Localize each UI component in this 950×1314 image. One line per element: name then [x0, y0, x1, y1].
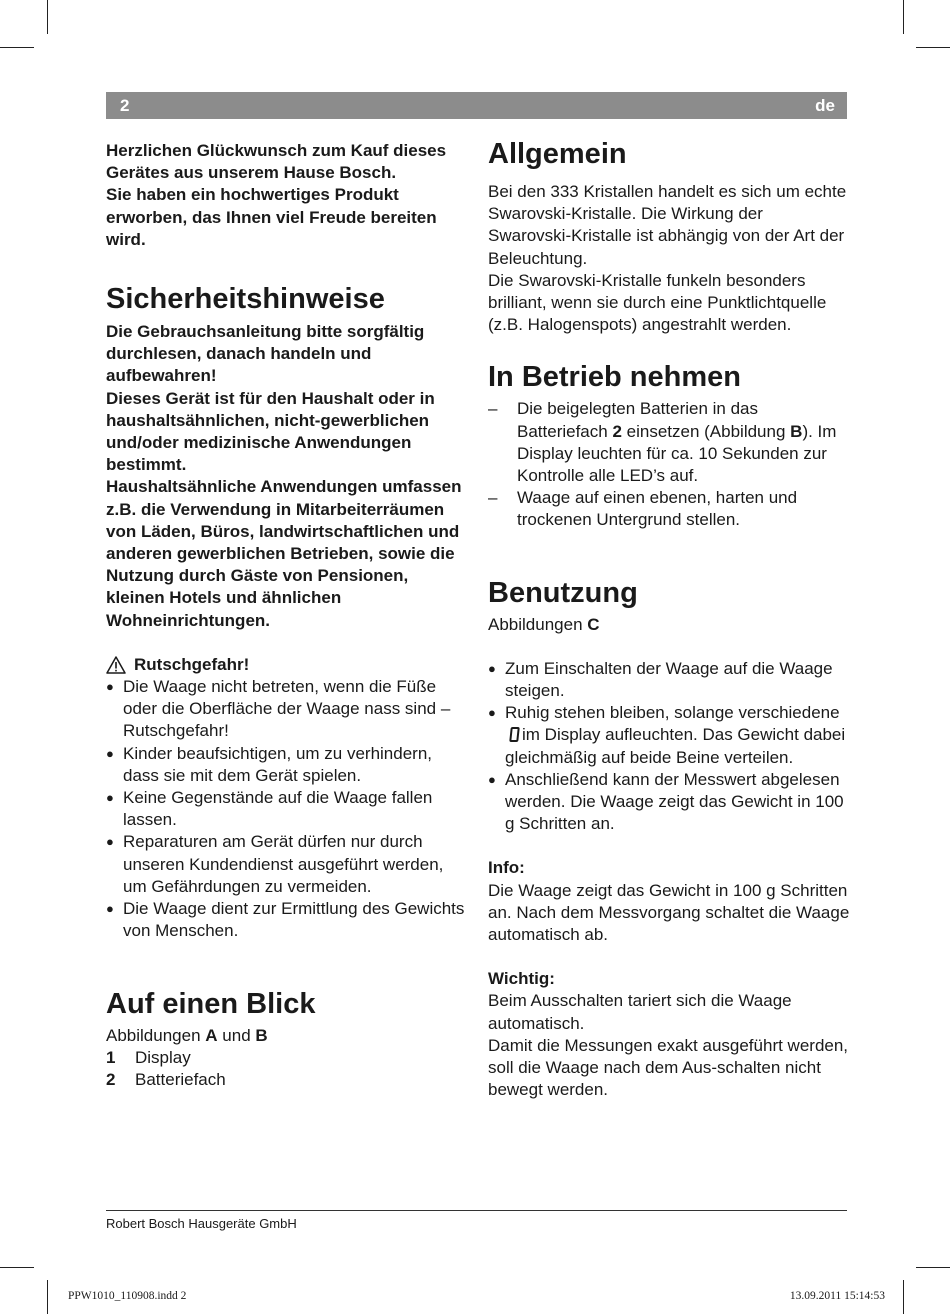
item-number: 2 [106, 1069, 116, 1089]
figure-ref: B [255, 1025, 268, 1045]
page-header-bar [106, 92, 847, 119]
text-span: im Display aufleuchten. Das Gewicht dabei gleichmäßig auf beide Beine verteilen. [505, 725, 846, 767]
part-ref: 2 [612, 421, 622, 441]
safety-paragraph: Haushaltsähnliche Anwendungen umfassen z.B. die Verwendung in Mitarbeiterräumen von Läden, Büros, landwirtschaftlichen und anderen gewerblichen Betrieben, sowie die Nutzung durch Gäste von Pensionen, kleinen Hotels und ähnlichen Wohneinrichtungen. [106, 477, 462, 630]
usage-figures [488, 614, 850, 636]
crop-mark [47, 0, 48, 34]
intro-paragraph: Sie haben ein hochwertiges Produkt erworben, das Ihnen viel Freude bereiten wird. [106, 185, 437, 249]
text-span: einsetzen (Abbildung [621, 421, 791, 441]
general-heading: Allgemein [488, 138, 627, 170]
warning-triangle-icon [106, 656, 126, 674]
display-segment-icon [509, 727, 520, 742]
usage-bullet-list [488, 658, 850, 836]
right-column [488, 140, 850, 1102]
footer-divider [106, 1210, 847, 1211]
crop-mark [903, 1280, 904, 1314]
crop-mark [903, 0, 904, 34]
figure-ref: A [205, 1025, 218, 1045]
item-number: 1 [106, 1047, 116, 1067]
safety-bullet-list [106, 676, 471, 942]
text-span: Die beigelegten Batterien in das Batteriefach [517, 399, 758, 441]
important-paragraph: Beim Ausschalten tariert sich die Waage automatisch. [488, 991, 792, 1033]
list-item: ● Zum Einschalten der Waage auf die Waage steigen. [488, 658, 850, 702]
overview-heading: Auf einen Blick [106, 987, 316, 1020]
item-label: Display [135, 1047, 191, 1067]
overview-item [106, 1069, 471, 1091]
startup-heading: In Betrieb nehmen [488, 361, 741, 394]
page-number: 2 [120, 95, 130, 115]
info-text: Die Waage zeigt das Gewicht in 100 g Schritten an. Nach dem Messvorgang schaltet die Waage automatisch ab. [488, 880, 850, 945]
crop-mark [0, 1267, 34, 1268]
usage-heading: Benutzung [488, 576, 638, 609]
list-item [488, 702, 850, 769]
general-paragraph: Bei den 333 Kristallen handelt es sich um echte Swarovski-Kristalle. Die Wirkung der Swarovski-Kristalle ist abhängig von der Art der Beleuchtung. [488, 182, 847, 268]
crop-mark [47, 1280, 48, 1314]
list-item: ● Die Waage nicht betreten, wenn die Füße oder die Oberfläche der Waage nass sind – Rutschgefahr! [106, 676, 471, 743]
safety-paragraph: Dieses Gerät ist für den Haushalt oder in haushaltsähnlichen, nicht-gewerblichen und/oder medizinische Anwendungen bestimmt. [106, 388, 435, 475]
text-span: ). Im Display leuchten für ca. 10 Sekunden zur Kontrolle alle LED’s auf. [517, 421, 837, 486]
figure-ref: B [790, 421, 803, 441]
list-item: ● Reparaturen am Gerät dürfen nur durch unseren Kundendienst ausgeführt werden, um Gefährdungen zu vermeiden. [106, 831, 471, 898]
list-item: ● Anschließend kann der Messwert abgelesen werden. Die Waage zeigt das Gewicht in 100 g Schritten an. [488, 769, 850, 836]
list-item: ● Kinder beaufsichtigen, um zu verhindern, dass sie mit dem Gerät spielen. [106, 743, 471, 787]
slip-warning [106, 654, 471, 676]
overview-figures [106, 1025, 471, 1047]
overview-item [106, 1047, 471, 1069]
startup-list [488, 398, 850, 531]
slug-file: PPW1010_110908.indd 2 [68, 1290, 187, 1302]
figures-prefix: Abbildungen [106, 1025, 201, 1045]
slug-timestamp: 13.09.2011 15:14:53 [789, 1290, 885, 1302]
list-item: – Waage auf einen ebenen, harten und trockenen Untergrund stellen. [488, 487, 850, 531]
warning-title: Rutschgefahr! [134, 654, 250, 674]
safety-paragraph: Die Gebrauchsanleitung bitte sorgfältig durchlesen, danach handeln und aufbewahren! [106, 322, 425, 386]
language-code: de [815, 95, 835, 115]
list-item: ● Keine Gegenstände auf die Waage fallen lassen. [106, 787, 471, 831]
important-title: Wichtig: [488, 969, 555, 989]
item-label: Batteriefach [135, 1069, 226, 1089]
text-span: Ruhig stehen bleiben, solange verschiedene [505, 703, 840, 723]
footer-company: Robert Bosch Hausgeräte GmbH [106, 1216, 297, 1231]
crop-mark [916, 1267, 950, 1268]
crop-mark [0, 47, 34, 48]
and-word: und [222, 1025, 251, 1045]
figures-prefix: Abbildungen [488, 614, 583, 634]
list-item: ● Die Waage dient zur Ermittlung des Gewichts von Menschen. [106, 898, 471, 942]
list-item [488, 398, 850, 487]
info-title: Info: [488, 858, 525, 878]
important-paragraph: Damit die Messungen exakt ausgeführt werden, soll die Waage nach dem Aus-schalten nicht bewegt werden. [488, 1035, 849, 1100]
intro-paragraph: Herzlichen Glückwunsch zum Kauf dieses Gerätes aus unserem Hause Bosch. [106, 141, 447, 183]
left-column [106, 140, 471, 1091]
safety-heading: Sicherheitshinweise [106, 283, 385, 316]
crop-mark [916, 47, 950, 48]
figure-ref: C [587, 614, 600, 634]
general-paragraph: Die Swarovski-Kristalle funkeln besonders brilliant, wenn sie durch eine Punktlichtquelle (z.B. Halogenspots) angestrahlt werden. [488, 270, 827, 335]
